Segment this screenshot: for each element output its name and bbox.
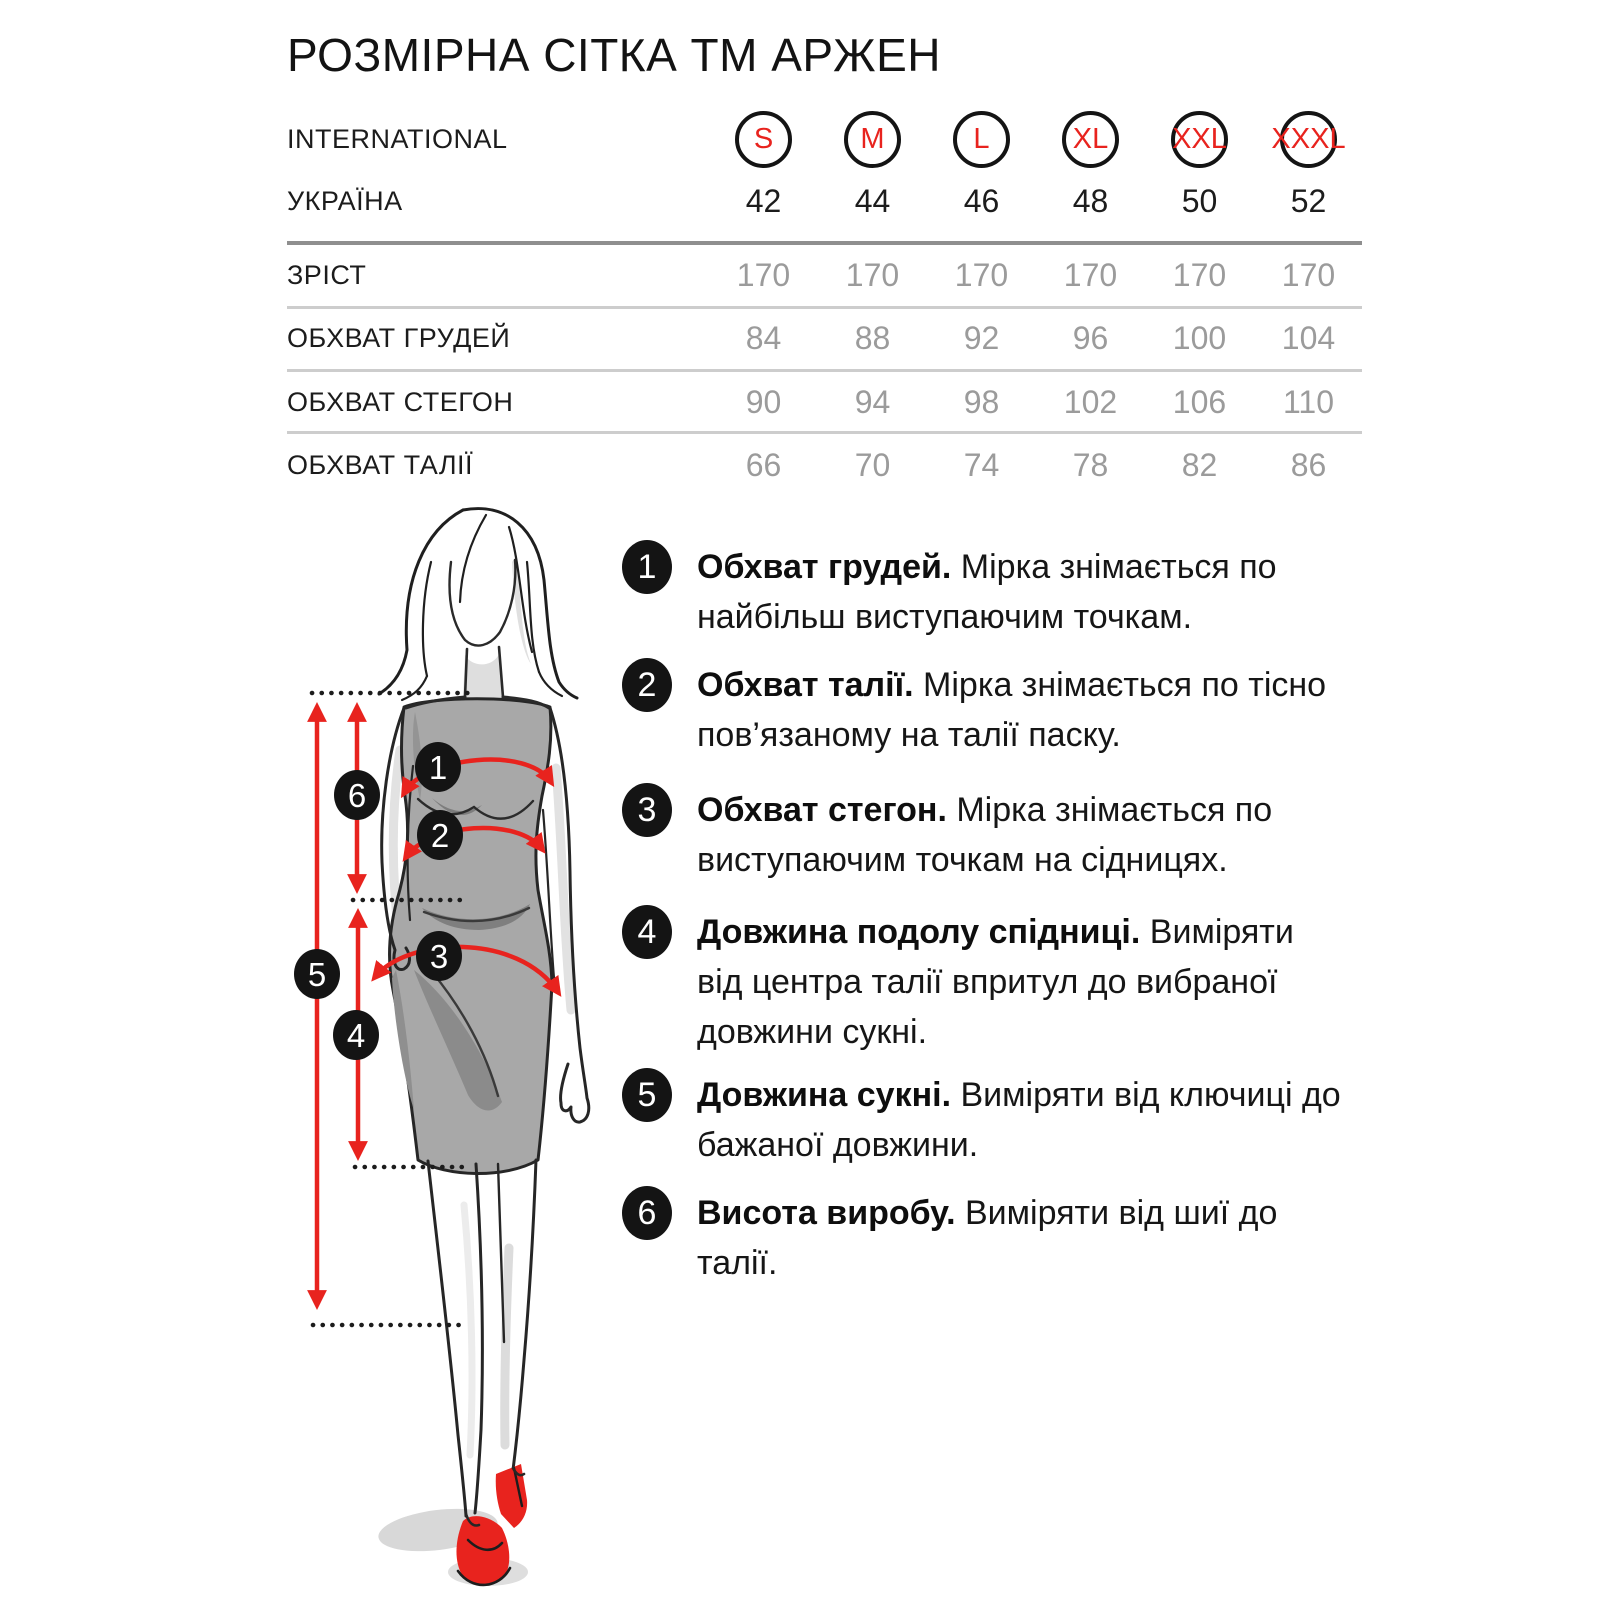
- size-cell: 96: [1072, 319, 1109, 356]
- row-label: INTERNATIONAL: [287, 123, 508, 154]
- size-cell-circled: [1145, 111, 1254, 168]
- note-number-badge: 1: [622, 540, 672, 594]
- note-term: Довжина подолу спідниці.: [697, 913, 1141, 951]
- size-letter: XXXL: [1271, 122, 1346, 155]
- table-row: [287, 443, 1363, 487]
- size-circle: [1062, 111, 1119, 168]
- note-text: Висота виробу. Виміряти від шиї до талії.: [697, 1194, 1278, 1282]
- size-letter: M: [860, 122, 885, 155]
- size-cell: 86: [1290, 446, 1327, 483]
- woman-sketch: [376, 509, 589, 1586]
- size-cell: 98: [963, 383, 1000, 420]
- note-number-badge: 5: [622, 1068, 672, 1122]
- note-term: Обхват стегон.: [697, 791, 947, 829]
- figure-marker-3: 3: [429, 938, 449, 975]
- row-label: ОБХВАТ ТАЛІЇ: [287, 449, 474, 480]
- size-letter: L: [973, 122, 990, 155]
- note-term: Обхват грудей.: [697, 548, 952, 586]
- size-cell: 170: [954, 256, 1009, 293]
- size-letter: XL: [1072, 122, 1109, 155]
- note-number-badge: 4: [622, 905, 672, 959]
- size-circle: [1271, 111, 1346, 168]
- table-divider: [287, 306, 1362, 309]
- table-divider: [287, 369, 1362, 372]
- row-label: УКРАЇНА: [287, 185, 403, 216]
- table-divider: [287, 431, 1362, 434]
- size-cell: 110: [1282, 383, 1334, 420]
- legs: [428, 1160, 536, 1516]
- figure-marker-4: 4: [346, 1017, 366, 1054]
- size-circle: [1171, 111, 1228, 168]
- size-cell: 102: [1063, 383, 1118, 420]
- size-cell-circled: [1254, 111, 1363, 168]
- note-number-badge: 3: [622, 783, 672, 837]
- size-cell-circled: [927, 111, 1036, 168]
- size-cell-circled: [1036, 111, 1145, 168]
- size-cell: 92: [963, 319, 1000, 356]
- size-cell: 170: [1063, 256, 1118, 293]
- size-cell: 74: [963, 446, 1000, 483]
- size-cell: 88: [854, 319, 891, 356]
- table-row: [287, 179, 1363, 223]
- size-cell: 104: [1281, 319, 1336, 356]
- row-label: ОБХВАТ ГРУДЕЙ: [287, 322, 511, 353]
- size-letter: XXL: [1172, 122, 1227, 155]
- row-label: ЗРІСТ: [287, 259, 367, 290]
- size-cell: 170: [736, 256, 791, 293]
- note-text: Обхват стегон. Мірка знімається по виступаючим точкам на сідницях.: [697, 791, 1273, 879]
- size-circle: [844, 111, 901, 168]
- size-cell-circled: [709, 111, 818, 168]
- table-row: [287, 380, 1363, 424]
- size-cell: 66: [745, 446, 782, 483]
- note-text: Обхват грудей. Мірка знімається по найбільш виступаючим точкам.: [697, 548, 1277, 636]
- size-cell: 52: [1290, 182, 1327, 219]
- size-cell: 170: [845, 256, 900, 293]
- note-text: Обхват талії. Мірка знімається по тісно пов’язаному на талії паску.: [697, 666, 1327, 754]
- size-cell: 90: [745, 383, 782, 420]
- size-cell: 170: [1281, 256, 1336, 293]
- size-letter: S: [753, 122, 774, 155]
- size-cell: 106: [1172, 383, 1227, 420]
- page-title: РОЗМІРНА СІТКА ТМ АРЖЕН: [287, 29, 941, 81]
- figure-marker-2: 2: [430, 817, 450, 854]
- size-cell: 100: [1172, 319, 1227, 356]
- figure-marker-1: 1: [428, 749, 448, 786]
- size-cell: 42: [745, 182, 782, 219]
- measurement-figure-illustration: [280, 500, 620, 1600]
- note-number-badge: 2: [622, 658, 672, 712]
- note-term: Обхват талії.: [697, 666, 914, 704]
- note-text: Довжина сукні. Виміряти від ключиці до бажаної довжини.: [697, 1076, 1341, 1164]
- size-cell: 44: [854, 182, 891, 219]
- size-cell: 50: [1181, 182, 1218, 219]
- table-row: [287, 316, 1363, 360]
- row-label: ОБХВАТ СТЕГОН: [287, 386, 514, 417]
- table-row: [287, 117, 1363, 161]
- note-number-badge: 6: [622, 1186, 672, 1240]
- figure-marker-5: 5: [307, 956, 327, 993]
- note-term: Висота виробу.: [697, 1194, 956, 1232]
- size-cell: 48: [1072, 182, 1109, 219]
- table-row: [287, 253, 1363, 297]
- size-cell: 78: [1072, 446, 1109, 483]
- size-circle: [953, 111, 1010, 168]
- table-divider: [287, 241, 1362, 245]
- note-text: Довжина подолу спідниці. Виміряти від центра талії впритул до вибраної довжини сукні.: [697, 913, 1294, 1051]
- note-term: Довжина сукні.: [697, 1076, 952, 1114]
- size-cell-circled: [818, 111, 927, 168]
- size-cell: 82: [1181, 446, 1218, 483]
- size-cell: 94: [854, 383, 891, 420]
- size-circle: [735, 111, 792, 168]
- size-cell: 170: [1172, 256, 1227, 293]
- size-cell: 70: [854, 446, 891, 483]
- figure-marker-6: 6: [347, 777, 367, 814]
- size-cell: 46: [963, 182, 1000, 219]
- size-cell: 84: [745, 319, 782, 356]
- dress: [390, 699, 552, 1174]
